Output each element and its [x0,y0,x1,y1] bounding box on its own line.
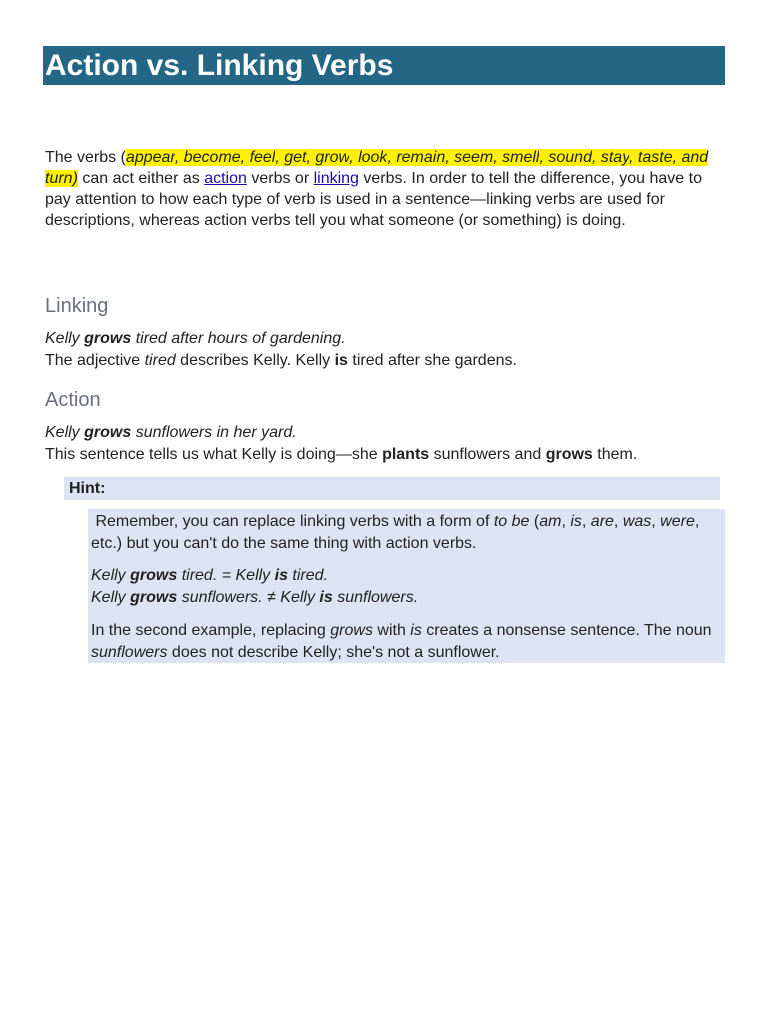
page-title: Action vs. Linking Verbs [45,49,394,82]
intro-lead: The verbs ( [45,149,126,166]
intro-mid2: verbs or [246,170,314,187]
verb-become: become [183,149,241,166]
verb-look: look [358,149,388,166]
verb-appear: appear [125,149,175,166]
verb-feel: feel [249,149,276,166]
hint-paragraph-1: Remember, you can replace linking verbs with a form of to be (am, is, are, was, were, etc.) but you can't do the same thing with action verbs. [91,513,700,552]
hint-label: Hint: [64,477,720,500]
action-example: Kelly grows sunflowers in her yard. [45,424,297,441]
verb-list-highlight: appear, become, feel, get, grow, look, remain, seem, smell, sound, stay, taste, and turn) [45,149,709,187]
verb-stay: stay [600,149,630,166]
verb-get: get [284,149,307,166]
verb-sound: sound [548,149,592,166]
action-explanation: This sentence tells us what Kelly is doing—she plants sunflowers and grows them. [45,446,638,463]
linking-explanation: The adjective tired describes Kelly. Kelly is tired after she gardens. [45,352,517,369]
verb-grow: grow [315,149,350,166]
action-link[interactable]: action [204,170,247,187]
action-heading: Action [45,389,101,411]
verb-turn: , and turn) [45,149,709,187]
hint-examples: Kelly grows tired. = Kelly is tired. Kelly grows sunflowers. ≠ Kelly is sunflowers. [91,567,419,606]
linking-example: Kelly grows tired after hours of gardening. [45,330,346,347]
intro-rest: verbs. In order to tell the difference, you have to pay attention to how each type of verb is used in a sentence—linking verbs are used for descriptions, whereas action verbs tell you what someone (or something) is doing. [45,170,702,229]
title-banner [43,46,725,85]
intro-mid1: can act either as [77,170,205,187]
verb-taste: taste [637,149,673,166]
verb-remain: remain [396,149,446,166]
verb-smell: smell [502,149,540,166]
linking-heading: Linking [45,295,109,317]
hint-paragraph-3: In the second example, replacing grows with is creates a nonsense sentence. The noun sunflowers does not describe Kelly; she's not a sunflower. [91,622,712,661]
hint-box [88,509,725,663]
intro-paragraph [45,147,725,231]
verb-seem: seem [454,149,494,166]
linking-link[interactable]: linking [313,170,359,187]
